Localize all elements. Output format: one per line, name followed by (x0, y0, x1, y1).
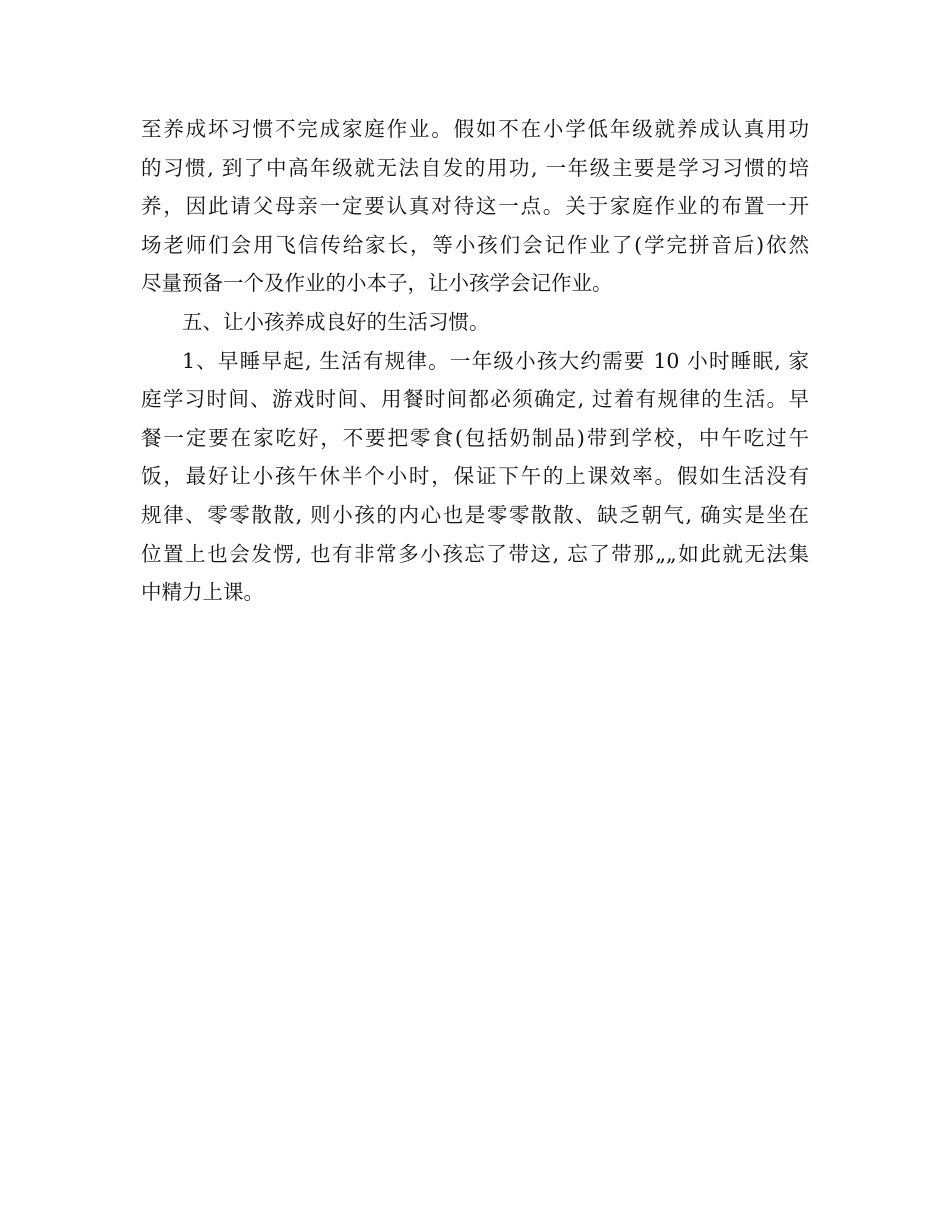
text-line: 位置上也会发愣, 也有非常多小孩忘了带这, 忘了带那„„如此就无法集 (141, 541, 809, 566)
text-line: 1、早睡早起, 生活有规律。一年级小孩大约需要 10 小时睡眠, 家 (182, 348, 809, 373)
text-line: 中精力上课。 (141, 580, 264, 605)
text-line: 养，因此请父母亲一定要认真对待这一点。关于家庭作业的布置一开 (141, 194, 809, 219)
text-line: 的习惯, 到了中高年级就无法自发的用功, 一年级主要是学习习惯的培 (141, 155, 809, 180)
text-line: 至养成坏习惯不完成家庭作业。假如不在小学低年级就养成认真用功 (141, 117, 809, 141)
section-heading-living-habits (141, 303, 809, 342)
document-body (141, 110, 809, 612)
text-line: 规律、零零散散, 则小孩的内心也是零零散散、缺乏朝气, 确实是坐在 (141, 502, 809, 527)
text-line: 场老师们会用飞信传给家长，等小孩们会记作业了(学完拼音后)依然 (141, 232, 809, 257)
text-line: 尽量预备一个及作业的小本子，让小孩学会记作业。 (141, 271, 613, 296)
paragraph-sleep-routine (141, 342, 809, 612)
text-line: 饭，最好让小孩午休半个小时，保证下午的上课效率。假如生活没有 (141, 464, 809, 489)
text-line: 餐一定要在家吃好，不要把零食(包括奶制品)带到学校，中午吃过午 (141, 425, 809, 450)
text-line: 五、让小孩养成良好的生活习惯。 (182, 309, 490, 334)
text-line: 庭学习时间、游戏时间、用餐时间都必须确定, 过着有规律的生活。早 (141, 387, 809, 412)
paragraph-homework-habits (141, 110, 809, 303)
